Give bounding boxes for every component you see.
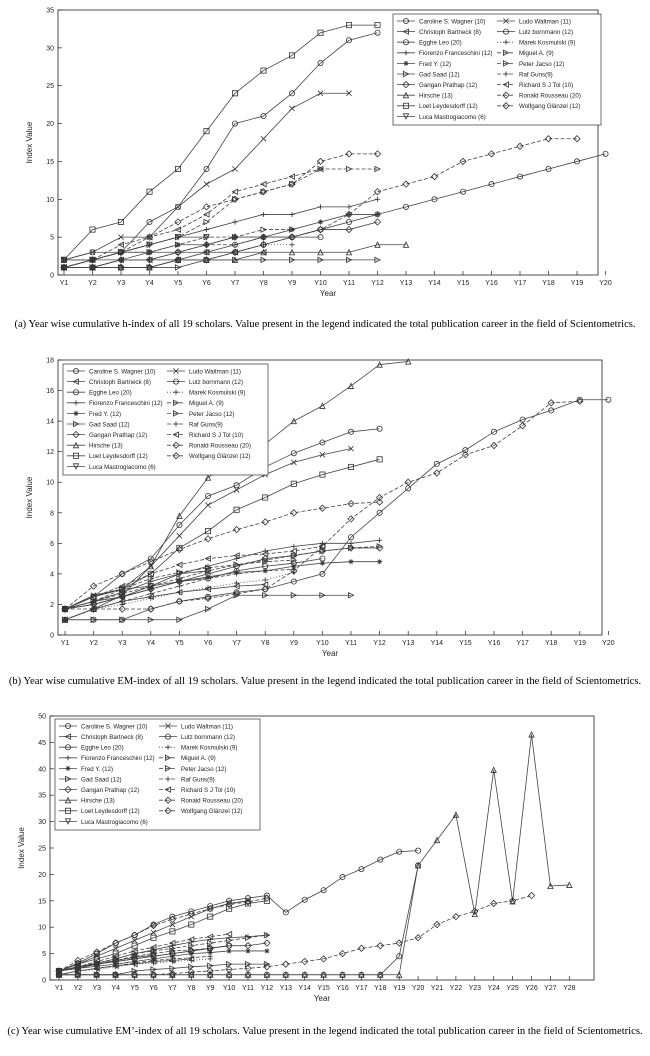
- x-tick-label: Y6: [202, 280, 211, 287]
- x-tick-label: Y11: [345, 640, 357, 647]
- legend-label: Richard S J Tol (10): [189, 432, 244, 439]
- legend: [393, 14, 601, 125]
- data-point: [348, 559, 353, 564]
- legend-label: Lutz bornmann (12): [519, 29, 573, 36]
- x-tick-label: Y14: [430, 640, 444, 647]
- x-tick-label: Y7: [232, 640, 241, 647]
- x-tick-label: Y7: [168, 985, 177, 992]
- legend-label: Gangan Prathap (12): [81, 787, 140, 794]
- x-tick-label: Y6: [149, 985, 158, 992]
- legend-label: Raf Guns(9): [189, 421, 223, 429]
- legend-label: Christoph Bartneck (8): [89, 379, 151, 386]
- legend-label: Loet Leydesdorff (12): [419, 103, 478, 111]
- x-tick-label: Y13: [401, 640, 415, 647]
- y-tick-label: 10: [46, 479, 54, 487]
- legend-label: Caroline S. Wagner (10): [89, 368, 156, 376]
- data-point: [264, 948, 269, 953]
- x-tick-label: Y13: [279, 985, 293, 992]
- x-tick-label: Y5: [175, 640, 184, 647]
- y-tick-label: 40: [38, 766, 46, 774]
- data-point: [375, 212, 380, 217]
- caption-c: (c) Year wise cumulative EM’-index of all 19 scholars. Value present in the legend indicated the total publication career in the field of Scientometrics.: [7, 1026, 643, 1037]
- x-tick-label: Y13: [399, 280, 413, 287]
- legend-label: Luca Mastrogiacomo (6): [81, 818, 148, 826]
- x-tick-label: Y20: [602, 640, 615, 647]
- x-tick-label: Y18: [544, 640, 558, 647]
- legend-label: Egghe Leo (20): [89, 389, 132, 397]
- legend-label: Gad Saad (12): [419, 71, 460, 79]
- x-tick-label: Y1: [60, 640, 70, 647]
- y-tick-label: 35: [46, 7, 54, 15]
- legend-label: Gad Saad (12): [81, 776, 122, 784]
- x-tick-label: Y24: [487, 985, 500, 992]
- y-tick-label: 20: [46, 121, 54, 129]
- legend-label: Christoph Bartneck (8): [419, 29, 481, 36]
- x-tick-label: Y4: [146, 640, 156, 647]
- x-tick-label: Y11: [242, 985, 254, 992]
- y-tick-label: 45: [38, 739, 46, 747]
- y-axis-label: Index Value: [25, 476, 34, 519]
- legend-label: Miguel A. (9): [189, 400, 224, 408]
- legend-label: Wolfgang Glänzel (12): [519, 103, 581, 111]
- x-tick-label: Y9: [287, 280, 297, 287]
- legend-label: Gad Saad (12): [89, 421, 130, 429]
- y-axis-label: Index Value: [25, 121, 34, 164]
- y-tick-label: 2: [50, 601, 54, 609]
- y-tick-label: 8: [50, 510, 54, 518]
- x-tick-label: Y10: [316, 640, 329, 647]
- y-tick-label: 12: [46, 449, 54, 457]
- y-tick-label: 30: [46, 45, 54, 53]
- y-tick-label: 20: [38, 871, 46, 879]
- legend-label: Lutz bornmann (12): [189, 379, 243, 386]
- legend-label: Caroline S. Wagner (10): [81, 723, 148, 731]
- legend-label: Christoph Bartneck (8): [81, 734, 143, 741]
- x-tick-label: Y1: [59, 280, 69, 287]
- y-tick-label: 10: [46, 196, 54, 204]
- y-tick-label: 5: [42, 951, 46, 959]
- x-tick-label: Y1: [54, 985, 64, 992]
- legend-label: Peter Jacso (12): [519, 60, 565, 68]
- x-axis-label: Year: [319, 289, 337, 298]
- x-tick-label: Y19: [573, 640, 587, 647]
- x-tick-label: Y14: [298, 985, 311, 992]
- legend-label: Wolfgang Glänzel (12): [189, 453, 251, 461]
- x-tick-label: Y4: [145, 280, 154, 287]
- x-tick-label: Y18: [542, 280, 555, 287]
- legend-label: Egghe Leo (20): [81, 744, 124, 752]
- x-tick-label: Y7: [230, 280, 240, 287]
- x-tick-label: Y3: [92, 985, 102, 992]
- legend-label: Fred Y. (12): [81, 765, 114, 773]
- data-point: [318, 219, 323, 224]
- x-tick-label: Y28: [563, 985, 576, 992]
- x-tick-label: Y2: [73, 985, 83, 992]
- x-tick-label: Y15: [459, 640, 472, 647]
- y-tick-label: 14: [46, 418, 54, 426]
- legend-label: Ludo Waltman (11): [189, 368, 241, 376]
- x-tick-label: Y5: [130, 985, 139, 992]
- legend-label: Loet Leydesdorff (12): [81, 808, 140, 816]
- data-point: [377, 559, 382, 564]
- x-tick-label: Y20: [411, 985, 425, 992]
- legend-label: Fred Y. (12): [419, 60, 452, 68]
- legend-marker: [65, 766, 70, 771]
- legend-label: Gangan Prathap (12): [89, 432, 148, 439]
- x-tick-label: Y5: [173, 280, 183, 287]
- legend-label: Fiorenzo Franceschini (12): [89, 400, 163, 408]
- x-tick-label: Y3: [117, 640, 127, 647]
- legend-label: Luca Mastrogiacomo (6): [89, 463, 156, 471]
- x-tick-label: Y22: [449, 985, 463, 992]
- x-tick-label: Y25: [506, 985, 519, 992]
- y-tick-label: 25: [38, 845, 46, 853]
- legend-label: Hirsche (13): [419, 92, 453, 100]
- y-tick-label: 18: [46, 357, 54, 365]
- x-tick-label: Y14: [428, 280, 441, 287]
- legend-label: Luca Mastrogiacomo (6): [419, 113, 486, 121]
- x-tick-label: Y26: [525, 985, 538, 992]
- x-tick-label: Y11: [343, 280, 355, 287]
- x-tick-label: Y20: [599, 280, 612, 287]
- y-tick-label: 15: [46, 158, 54, 166]
- legend-label: Gangan Prathap (12): [419, 82, 478, 89]
- legend-label: Fred Y. (12): [89, 410, 122, 418]
- chart-b: [0, 352, 650, 677]
- x-tick-label: Y27: [544, 985, 557, 992]
- x-axis-label: Year: [313, 994, 331, 1003]
- x-axis-label: Year: [321, 649, 339, 658]
- y-tick-label: 5: [50, 234, 54, 242]
- x-tick-label: Y10: [314, 280, 327, 287]
- legend: [63, 364, 268, 475]
- legend-label: Ronald Rousseau (20): [189, 442, 251, 450]
- x-tick-label: Y16: [485, 280, 498, 287]
- x-tick-label: Y12: [371, 280, 384, 287]
- chart-panel-a: [0, 0, 650, 355]
- y-tick-label: 30: [38, 819, 46, 827]
- x-tick-label: Y3: [116, 280, 126, 287]
- legend-label: Hirsche (13): [89, 442, 123, 450]
- legend-label: Marek Kosmulski (9): [189, 389, 246, 397]
- legend-label: Richard S J Tol (10): [181, 787, 236, 794]
- y-tick-label: 16: [46, 388, 54, 396]
- x-tick-label: Y15: [456, 280, 470, 287]
- x-tick-label: Y2: [88, 280, 97, 287]
- x-tick-label: Y16: [487, 640, 501, 647]
- x-tick-label: Y17: [513, 280, 527, 287]
- y-tick-label: 25: [46, 83, 54, 91]
- x-tick-label: Y8: [259, 280, 268, 287]
- legend-label: Peter Jacso (12): [181, 765, 227, 773]
- caption-a: (a) Year wise cumulative h-index of all 19 scholars. Value present in the legend indicated the total publication career in the field of Scientometrics.: [14, 319, 636, 330]
- legend-label: Miguel A. (9): [181, 755, 216, 763]
- legend-label: Raf Guns(9): [181, 776, 215, 784]
- chart-c: [0, 708, 650, 1023]
- legend-label: Hirsche (13): [81, 797, 115, 805]
- y-tick-label: 4: [50, 571, 54, 579]
- x-tick-label: Y10: [222, 985, 236, 992]
- legend-label: Fiorenzo Franceschini (12): [419, 50, 493, 58]
- x-tick-label: Y9: [205, 985, 215, 992]
- y-tick-label: 0: [50, 632, 54, 640]
- x-tick-label: Y23: [468, 985, 482, 992]
- x-tick-label: Y2: [89, 640, 98, 647]
- legend-label: Wolfgang Glänzel (12): [181, 808, 243, 816]
- x-tick-label: Y8: [260, 640, 270, 647]
- x-tick-label: Y6: [203, 640, 213, 647]
- legend-label: Miguel A. (9): [519, 50, 554, 58]
- legend-label: Ludo Waltman (11): [181, 723, 233, 731]
- y-tick-label: 15: [38, 898, 46, 906]
- legend-label: Ronald Rousseau (20): [519, 92, 581, 100]
- x-tick-label: Y19: [570, 280, 584, 287]
- chart-panel-c: [0, 708, 650, 1056]
- y-tick-label: 0: [50, 272, 54, 280]
- x-tick-label: Y9: [289, 640, 299, 647]
- legend-label: Loet Leydesdorff (12): [89, 453, 148, 461]
- legend-label: Caroline S. Wagner (10): [419, 18, 486, 26]
- chart-a: [0, 0, 650, 320]
- x-tick-label: Y21: [430, 985, 444, 992]
- legend-label: Peter Jacso (12): [189, 410, 235, 418]
- x-tick-label: Y17: [355, 985, 368, 992]
- y-tick-label: 50: [38, 713, 46, 721]
- x-tick-label: Y16: [336, 985, 349, 992]
- x-tick-label: Y12: [260, 985, 274, 992]
- legend-label: Richard S J Tol (10): [519, 82, 574, 89]
- y-tick-label: 0: [42, 977, 46, 985]
- x-tick-label: Y18: [374, 985, 387, 992]
- legend-label: Fiorenzo Franceschini (12): [81, 755, 155, 763]
- y-axis-label: Index Value: [17, 827, 26, 869]
- caption-b: (b) Year wise cumulative EM-index of all 19 scholars. Value present in the legend indicated the total publication career in the field of Scientometrics.: [8, 676, 642, 687]
- y-tick-label: 35: [38, 792, 46, 800]
- x-tick-label: Y19: [392, 985, 406, 992]
- legend-label: Ronald Rousseau (20): [181, 797, 243, 805]
- legend-label: Marek Kosmulski (9): [519, 39, 576, 47]
- x-tick-label: Y4: [111, 985, 120, 992]
- legend-label: Marek Kosmulski (9): [181, 744, 238, 752]
- chart-panel-b: [0, 352, 650, 707]
- x-tick-label: Y8: [187, 985, 196, 992]
- legend-label: Egghe Leo (20): [419, 39, 462, 47]
- legend-label: Ludo Waltman (11): [519, 18, 571, 26]
- x-tick-label: Y12: [373, 640, 386, 647]
- x-tick-label: Y15: [317, 985, 330, 992]
- y-tick-label: 10: [38, 924, 46, 932]
- x-tick-label: Y17: [516, 640, 529, 647]
- legend: [55, 719, 260, 830]
- legend-label: Lutz bornmann (12): [181, 734, 235, 741]
- legend-label: Raf Guns(9): [519, 71, 553, 79]
- y-tick-label: 6: [50, 540, 54, 548]
